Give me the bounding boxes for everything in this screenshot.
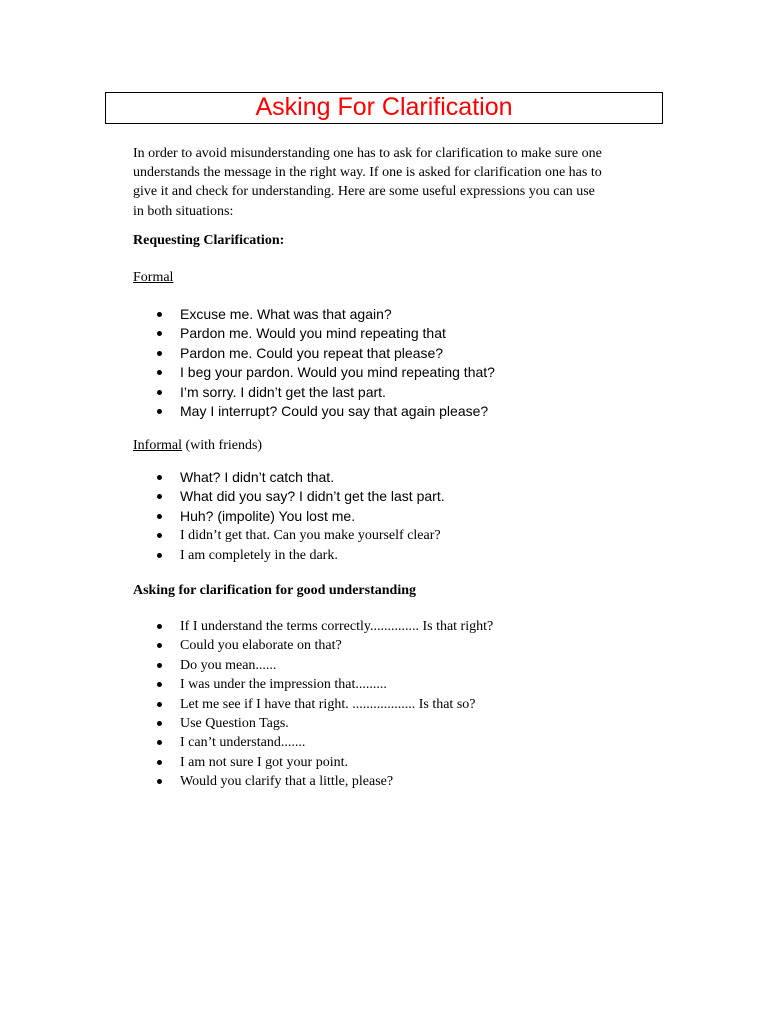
intro-paragraph (133, 144, 663, 221)
informal-list (0, 468, 600, 565)
list-item (0, 383, 600, 402)
bullet-icon (157, 643, 162, 648)
formal-subheading (133, 268, 173, 287)
list-item-text: What? I didn’t catch that. (180, 469, 335, 485)
list-item-text: I beg your pardon. Would you mind repeating that? (180, 364, 495, 381)
bullet-icon (157, 409, 162, 414)
intro-line: give it and check for understanding. Here are some useful expressions you can use (133, 184, 595, 200)
list-item-text: Let me see if I have that right. .................. Is that so? (180, 696, 476, 712)
list-item-text: Do you mean...... (180, 657, 277, 673)
bullet-icon (157, 702, 162, 707)
list-item-text: I didn’t get that. Can you make yourself clear? (180, 528, 441, 544)
list-item-text: If I understand the terms correctly.............. Is that right? (180, 619, 494, 634)
bullet-icon (157, 779, 162, 784)
bullet-icon (157, 370, 162, 375)
bullet-icon (157, 494, 162, 499)
list-item (0, 675, 600, 694)
bullet-icon (157, 553, 162, 558)
requesting-clarification-heading: Requesting Clarification: (133, 233, 285, 248)
bullet-icon (157, 351, 162, 356)
list-item (0, 695, 600, 714)
bullet-icon (157, 312, 162, 317)
list-item-text: What did you say? I didn’t get the last part. (180, 488, 445, 505)
list-item (0, 617, 600, 636)
formal-label: Formal (133, 270, 174, 285)
bullet-icon (157, 390, 162, 395)
list-item (0, 324, 600, 343)
bullet-icon (157, 624, 162, 629)
list-item-text: Could you elaborate on that? (180, 638, 342, 654)
bullet-icon (157, 514, 162, 519)
list-item (0, 487, 600, 506)
list-item (0, 305, 600, 324)
intro-line: In order to avoid misunderstanding one has to ask for clarification to make sure one (133, 146, 602, 161)
informal-label: Informal (133, 438, 182, 453)
list-item-text: Excuse me. What was that again? (180, 306, 392, 322)
list-item-text: Pardon me. Would you mind repeating that (180, 325, 446, 342)
list-item-text: Huh? (impolite) You lost me. (180, 507, 356, 524)
list-item-text: Pardon me. Could you repeat that please? (180, 344, 444, 361)
intro-line: in both situations: (133, 203, 234, 219)
list-item (0, 507, 600, 526)
intro-line: understands the message in the right way. If one is asked for clarification one has to (133, 165, 602, 181)
list-item (0, 753, 600, 772)
bullet-icon (157, 533, 162, 538)
informal-note: (with friends) (181, 438, 263, 453)
list-item-text: I’m sorry. I didn’t get the last part. (180, 383, 386, 400)
good-understanding-heading: Asking for clarification for good understanding (133, 583, 417, 598)
list-item (0, 733, 600, 752)
list-item (0, 772, 600, 791)
bullet-icon (157, 475, 162, 480)
list-item (0, 344, 600, 363)
list-item (0, 656, 600, 675)
list-item-text: I was under the impression that......... (180, 677, 387, 693)
list-item (0, 363, 600, 382)
title-box (105, 92, 663, 124)
list-item (0, 546, 600, 565)
informal-subheading (133, 436, 262, 455)
bullet-icon (157, 721, 162, 726)
bullet-icon (157, 331, 162, 336)
list-item (0, 526, 600, 545)
list-item-text: Would you clarify that a little, please? (180, 774, 394, 790)
list-item (0, 714, 600, 733)
list-item (0, 636, 600, 655)
formal-list (0, 305, 600, 421)
bullet-icon (157, 663, 162, 668)
list-item-text: I am not sure I got your point. (180, 754, 348, 770)
bullet-icon (157, 740, 162, 745)
list-item-text: May I interrupt? Could you say that again please? (180, 402, 489, 419)
list-item (0, 402, 600, 421)
bullet-icon (157, 682, 162, 687)
good-understanding-list (0, 617, 600, 792)
list-item-text: I can’t understand....... (180, 735, 306, 751)
list-item-text: I am completely in the dark. (180, 547, 338, 563)
list-item (0, 468, 600, 487)
page-title: Asking For Clarification (255, 93, 513, 121)
list-item-text: Use Question Tags. (180, 715, 289, 731)
bullet-icon (157, 760, 162, 765)
